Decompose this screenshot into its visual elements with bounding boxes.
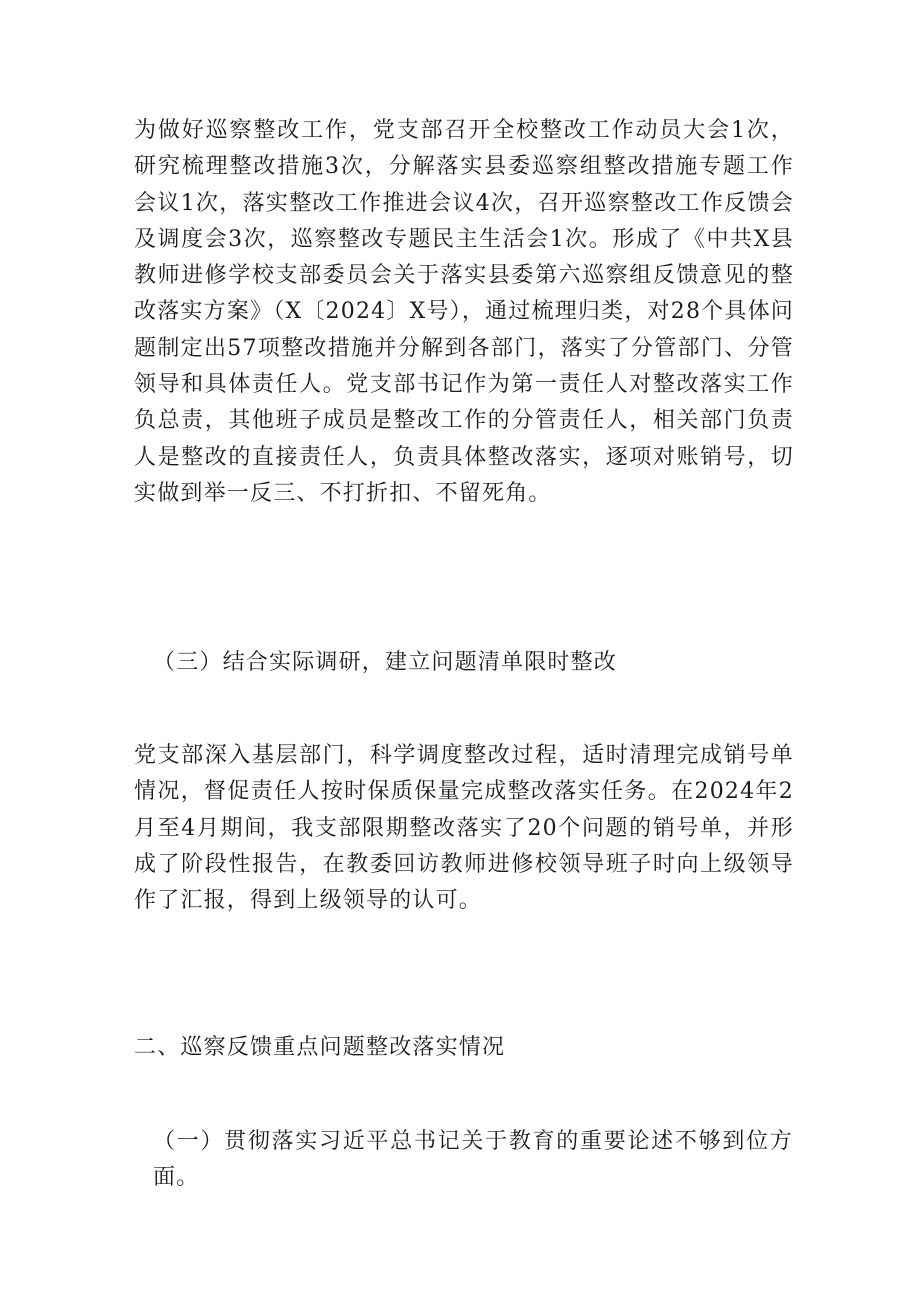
- subheading-education-discourse: （一）贯彻落实习近平总书记关于教育的重要论述不够到位方面。: [153, 1129, 793, 1191]
- body-paragraph-work-measures: 为做好巡察整改工作，党支部召开全校整改工作动员大会1次，研究梳理整改措施3次，分解落实县委巡察组整改措施专题工作会议1次，落实整改工作推进会议4次，召开巡察整改工作反馈会及调度会3次，巡察整改专题民主生活会1次。形成了《中共X县教师进修学校支部委员会关于落实县委第六巡察组反馈意见的整改落实方案》（X〔2024〕X号），通过梳理归类，对28个具体问题制定出57项整改措施并分解到各部门，落实了分管部门、分管领导和具体责任人。党支部书记作为第一责任人对整改落实工作负总责，其他班子成员是整改工作的分管责任人，相关部门负责人是整改的直接责任人，负责具体整改落实，逐项对账销号，切实做到举一反三、不打折扣、不留死角。: [134, 118, 794, 506]
- subheading-research-list: （三）结合实际调研，建立问题清单限时整改: [153, 650, 618, 675]
- body-paragraph-rectification-progress: 党支部深入基层部门，科学调度整改过程，适时清理完成销号单情况，督促责任人按时保质保量完成整改落实任务。在2024年2月至4月期间，我支部限期整改落实了20个问题的销号单，并形成了阶段性报告，在教委回访教师进修校领导班子时向上级领导作了汇报，得到上级领导的认可。: [134, 743, 794, 914]
- section-heading-key-issues: 二、巡察反馈重点问题整改落实情况: [134, 1035, 506, 1060]
